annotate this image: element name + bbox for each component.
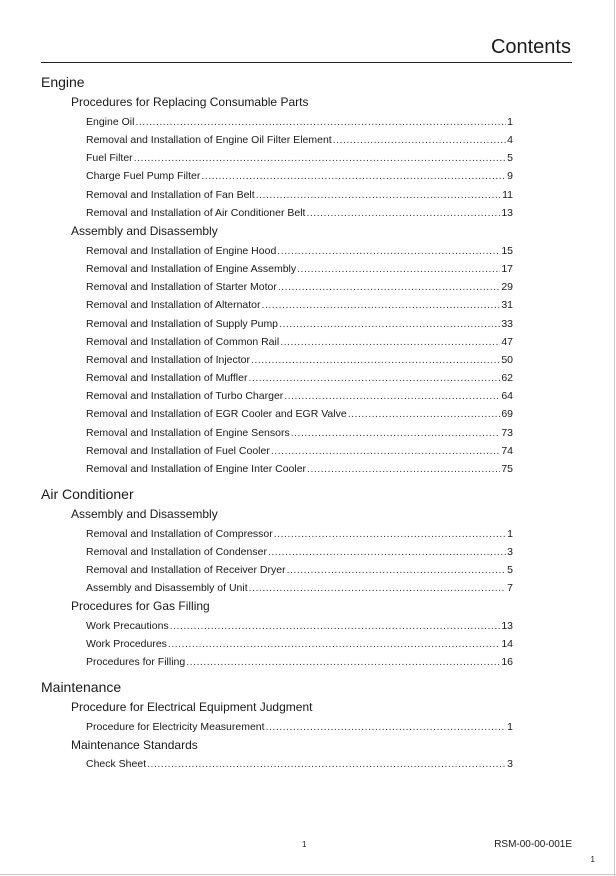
toc-entry-title: Removal and Installation of Receiver Dryer — [86, 564, 286, 576]
toc-entry-page: 13 — [501, 620, 513, 632]
toc-entry[interactable] — [86, 528, 513, 541]
dot-leader — [278, 281, 500, 294]
toc-entry-page: 7 — [507, 582, 513, 594]
section-heading: Air Conditioner — [41, 486, 134, 502]
toc-entry[interactable] — [86, 463, 513, 476]
toc-entry-title: Removal and Installation of Supply Pump — [86, 318, 279, 330]
toc-entry-page: 50 — [501, 354, 513, 366]
toc-entry[interactable] — [86, 134, 513, 147]
toc-entry-page: 5 — [507, 152, 513, 164]
dot-leader — [291, 427, 501, 440]
toc-entry-title: Engine Oil — [86, 116, 135, 128]
subsection-heading: Procedure for Electrical Equipment Judgment — [71, 700, 313, 714]
subsection-heading: Procedures for Replacing Consumable Parts — [71, 95, 309, 109]
toc-entry-title: Removal and Installation of EGR Cooler and EGR Valve — [86, 408, 347, 420]
dot-leader — [284, 390, 500, 403]
toc-entry-title: Removal and Installation of Engine Sensors — [86, 427, 290, 439]
toc-entry-title: Work Precautions — [86, 620, 169, 632]
toc-entry-page: 64 — [501, 390, 513, 402]
toc-entry-title: Procedures for Filling — [86, 656, 186, 668]
toc-entry-title: Removal and Installation of Injector — [86, 354, 251, 366]
toc-entry-title: Removal and Installation of Engine Inter Cooler — [86, 463, 307, 475]
dot-leader — [306, 207, 500, 220]
toc-entry[interactable] — [86, 207, 513, 220]
toc-entry[interactable] — [86, 427, 513, 440]
dot-leader — [251, 354, 500, 367]
toc-entry-page: 14 — [501, 638, 513, 650]
toc-entry-page: 9 — [507, 170, 513, 182]
toc-entry-page: 16 — [501, 656, 513, 668]
section-heading: Engine — [41, 74, 85, 90]
toc-entry-page: 31 — [501, 299, 513, 311]
dot-leader — [277, 245, 500, 258]
dot-leader — [271, 445, 500, 458]
toc-entry[interactable] — [86, 116, 513, 129]
toc-entry[interactable] — [86, 758, 513, 771]
toc-entry[interactable] — [86, 390, 513, 403]
toc-entry-title: Removal and Installation of Engine Hood — [86, 245, 277, 257]
toc-entry[interactable] — [86, 152, 513, 165]
toc-entry-page: 3 — [507, 758, 513, 770]
toc-entry-page: 13 — [501, 207, 513, 219]
toc-entry-page: 4 — [507, 134, 513, 146]
toc-entry-title: Removal and Installation of Common Rail — [86, 336, 280, 348]
subsection-heading: Maintenance Standards — [71, 738, 198, 752]
dot-leader — [280, 336, 500, 349]
toc-entry-page: 1 — [507, 721, 513, 733]
page-title: Contents — [490, 36, 571, 58]
toc-entry-page: 15 — [501, 245, 513, 257]
dot-leader — [168, 638, 500, 651]
toc-entry-title: Removal and Installation of Fan Belt — [86, 189, 255, 201]
dot-leader — [274, 528, 506, 541]
dot-leader — [279, 318, 500, 331]
toc-entry-page: 74 — [501, 445, 513, 457]
toc-entry[interactable] — [86, 620, 513, 633]
toc-entry-page: 69 — [501, 408, 513, 420]
toc-entry[interactable] — [86, 638, 513, 651]
dot-leader — [348, 408, 501, 421]
dot-leader — [170, 620, 501, 633]
toc-entry-title: Check Sheet — [86, 758, 147, 770]
toc-entry[interactable] — [86, 408, 513, 421]
toc-entry[interactable] — [86, 354, 513, 367]
page-edge-bottom — [0, 874, 616, 875]
toc-entry-title: Fuel Filter — [86, 152, 133, 164]
toc-entry-page: 17 — [501, 263, 513, 275]
title-rule — [41, 62, 572, 63]
toc-entry-page: 47 — [501, 336, 513, 348]
footer-document-code: RSM-00-00-001E — [494, 839, 572, 850]
subsection-heading: Assembly and Disassembly — [71, 507, 218, 521]
subsection-heading: Procedures for Gas Filling — [71, 599, 210, 613]
toc-entry[interactable] — [86, 281, 513, 294]
dot-leader — [248, 372, 500, 385]
toc-entry[interactable] — [86, 299, 513, 312]
toc-entry-title: Procedure for Electricity Measurement — [86, 721, 265, 733]
toc-entry[interactable] — [86, 564, 513, 577]
toc-entry[interactable] — [86, 245, 513, 258]
toc-entry-title: Assembly and Disassembly of Unit — [86, 582, 248, 594]
toc-entry-title: Removal and Installation of Fuel Cooler — [86, 445, 270, 457]
toc-entry-page: 3 — [507, 546, 513, 558]
dot-leader — [186, 656, 500, 669]
dot-leader — [287, 564, 507, 577]
dot-leader — [134, 152, 506, 165]
dot-leader — [268, 546, 506, 559]
section-heading: Maintenance — [41, 679, 122, 695]
dot-leader — [297, 263, 500, 276]
dot-leader — [262, 299, 501, 312]
toc-entry-title: Removal and Installation of Muffler — [86, 372, 248, 384]
toc-entry[interactable] — [86, 263, 513, 276]
footer-page-number: 1 — [302, 840, 307, 849]
toc-entry-page: 62 — [501, 372, 513, 384]
toc-entry-page: 1 — [507, 116, 513, 128]
dot-leader — [333, 134, 506, 147]
dot-leader — [266, 721, 507, 734]
toc-entry[interactable] — [86, 721, 513, 734]
toc-entry-page: 33 — [501, 318, 513, 330]
toc-entry[interactable] — [86, 546, 513, 559]
subsection-heading: Assembly and Disassembly — [71, 224, 218, 238]
dot-leader — [249, 582, 507, 595]
toc-entry-title: Removal and Installation of Engine Assembly — [86, 263, 297, 275]
toc-entry-title: Removal and Installation of Compressor — [86, 528, 273, 540]
toc-entry[interactable] — [86, 336, 513, 349]
toc-entry-page: 29 — [501, 281, 513, 293]
toc-entry[interactable] — [86, 372, 513, 385]
toc-entry[interactable] — [86, 656, 513, 669]
dot-leader — [307, 463, 500, 476]
toc-entry-title: Removal and Installation of Condenser — [86, 546, 267, 558]
toc-entry-title: Work Procedures — [86, 638, 167, 650]
toc-entry-page: 5 — [507, 564, 513, 576]
toc-entry-page: 73 — [501, 427, 513, 439]
toc-entry-title: Charge Fuel Pump Filter — [86, 170, 201, 182]
corner-page-number: 1 — [590, 855, 595, 864]
toc-entry[interactable] — [86, 170, 513, 183]
toc-entry-title: Removal and Installation of Alternator — [86, 299, 261, 311]
dot-leader — [147, 758, 506, 771]
dot-leader — [256, 189, 501, 202]
toc-entry[interactable] — [86, 189, 513, 202]
toc-entry[interactable] — [86, 582, 513, 595]
toc-entry-title: Removal and Installation of Turbo Charger — [86, 390, 284, 402]
toc-entry-page: 75 — [501, 463, 513, 475]
toc-entry-title: Removal and Installation of Starter Motor — [86, 281, 277, 293]
page-edge-right — [614, 0, 615, 876]
dot-leader — [135, 116, 506, 129]
toc-entry-title: Removal and Installation of Air Conditioner Belt — [86, 207, 306, 219]
toc-entry-title: Removal and Installation of Engine Oil Filter Element — [86, 134, 332, 146]
toc-entry-page: 1 — [507, 528, 513, 540]
toc-entry-page: 11 — [502, 189, 513, 201]
toc-entry[interactable] — [86, 318, 513, 331]
toc-entry[interactable] — [86, 445, 513, 458]
dot-leader — [201, 170, 506, 183]
